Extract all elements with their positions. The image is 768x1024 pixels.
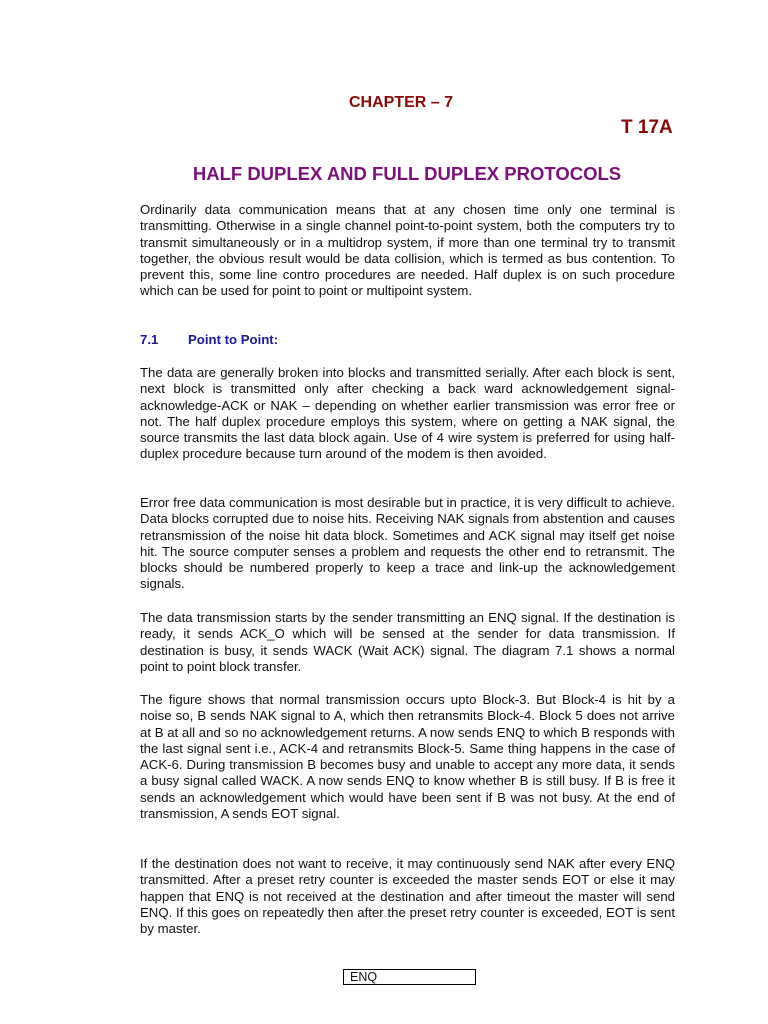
section-title: Point to Point: [188,332,279,347]
paragraph-error-free: Error free data communication is most desirable but in practice, it is very difficult to achieve. Data blocks corrupted due to noise hits. Receiving NAK signals from abstention and causes retransmission of the noise hit data block. Sometimes and ACK signal may itself get noise hit. The source computer senses a problem and requests the other end to retransmit. The blocks should be numbered properly to keep a trace and link-up the acknowledgement signals. [140,495,675,592]
section-number: 7.1 [140,332,159,347]
page-title: HALF DUPLEX AND FULL DUPLEX PROTOCOLS [192,163,622,184]
chapter-heading: CHAPTER – 7 [349,94,454,111]
diagram-enq-box: ENQ [343,969,476,985]
paragraph-figure-description: The figure shows that normal transmission occurs upto Block-3. But Block-4 is hit by a noise so, B sends NAK signal to A, which then retransmits Block-4. Block 5 does not arrive at B at all and so no acknowledgement returns. A now sends ENQ to which B responds with the last signal sent i.e., ACK-4 and retransmits Block-5. Same thing happens in the case of ACK-6. During transmission B becomes busy and unable to accept any more data, it sends a busy signal called WACK. A now sends ENQ to know whether B is still busy. If B is free it sends an acknowledgement which would have been sent if B was not busy. At the end of transmission, A sends EOT signal. [140,692,675,822]
document-code: T 17A [621,117,673,138]
paragraph-blocks: The data are generally broken into blocks and transmitted serially. After each block is sent, next block is transmitted only after checking a back ward acknowledgement signal-acknowledge-ACK or NAK – depending on whether earlier transmission was error free or not. The half duplex procedure employs this system, where on getting a NAK signal, the source transmits the last data block again. Use of 4 wire system is preferred for using half-duplex procedure because turn around of the modem is then avoided. [140,365,675,462]
intro-paragraph: Ordinarily data communication means that at any chosen time only one terminal is transmitting. Otherwise in a single channel point-to-point system, both the computers try to transmit simultaneously or in a multidrop system, if more than one terminal try to transmit together, the obvious result would be data collision, which is termed as bus contention. To prevent this, some line contro procedures are needed. Half duplex is on such procedure which can be used for point to point or multipoint system. [140,202,675,299]
paragraph-enq-start: The data transmission starts by the sender transmitting an ENQ signal. If the destination is ready, it sends ACK_O which will be sensed at the sender for data transmission. If destination is busy, it sends WACK (Wait ACK) signal. The diagram 7.1 shows a normal point to point block transfer. [140,610,675,674]
section-heading [140,332,278,347]
paragraph-retry-counter: If the destination does not want to receive, it may continuously send NAK after every ENQ transmitted. After a preset retry counter is exceeded the master sends EOT or else it may happen that ENQ is not received at the destination and after timeout the master will send ENQ. If this goes on repeatedly then after the preset retry counter is exceeded, EOT is sent by master. [140,856,675,937]
